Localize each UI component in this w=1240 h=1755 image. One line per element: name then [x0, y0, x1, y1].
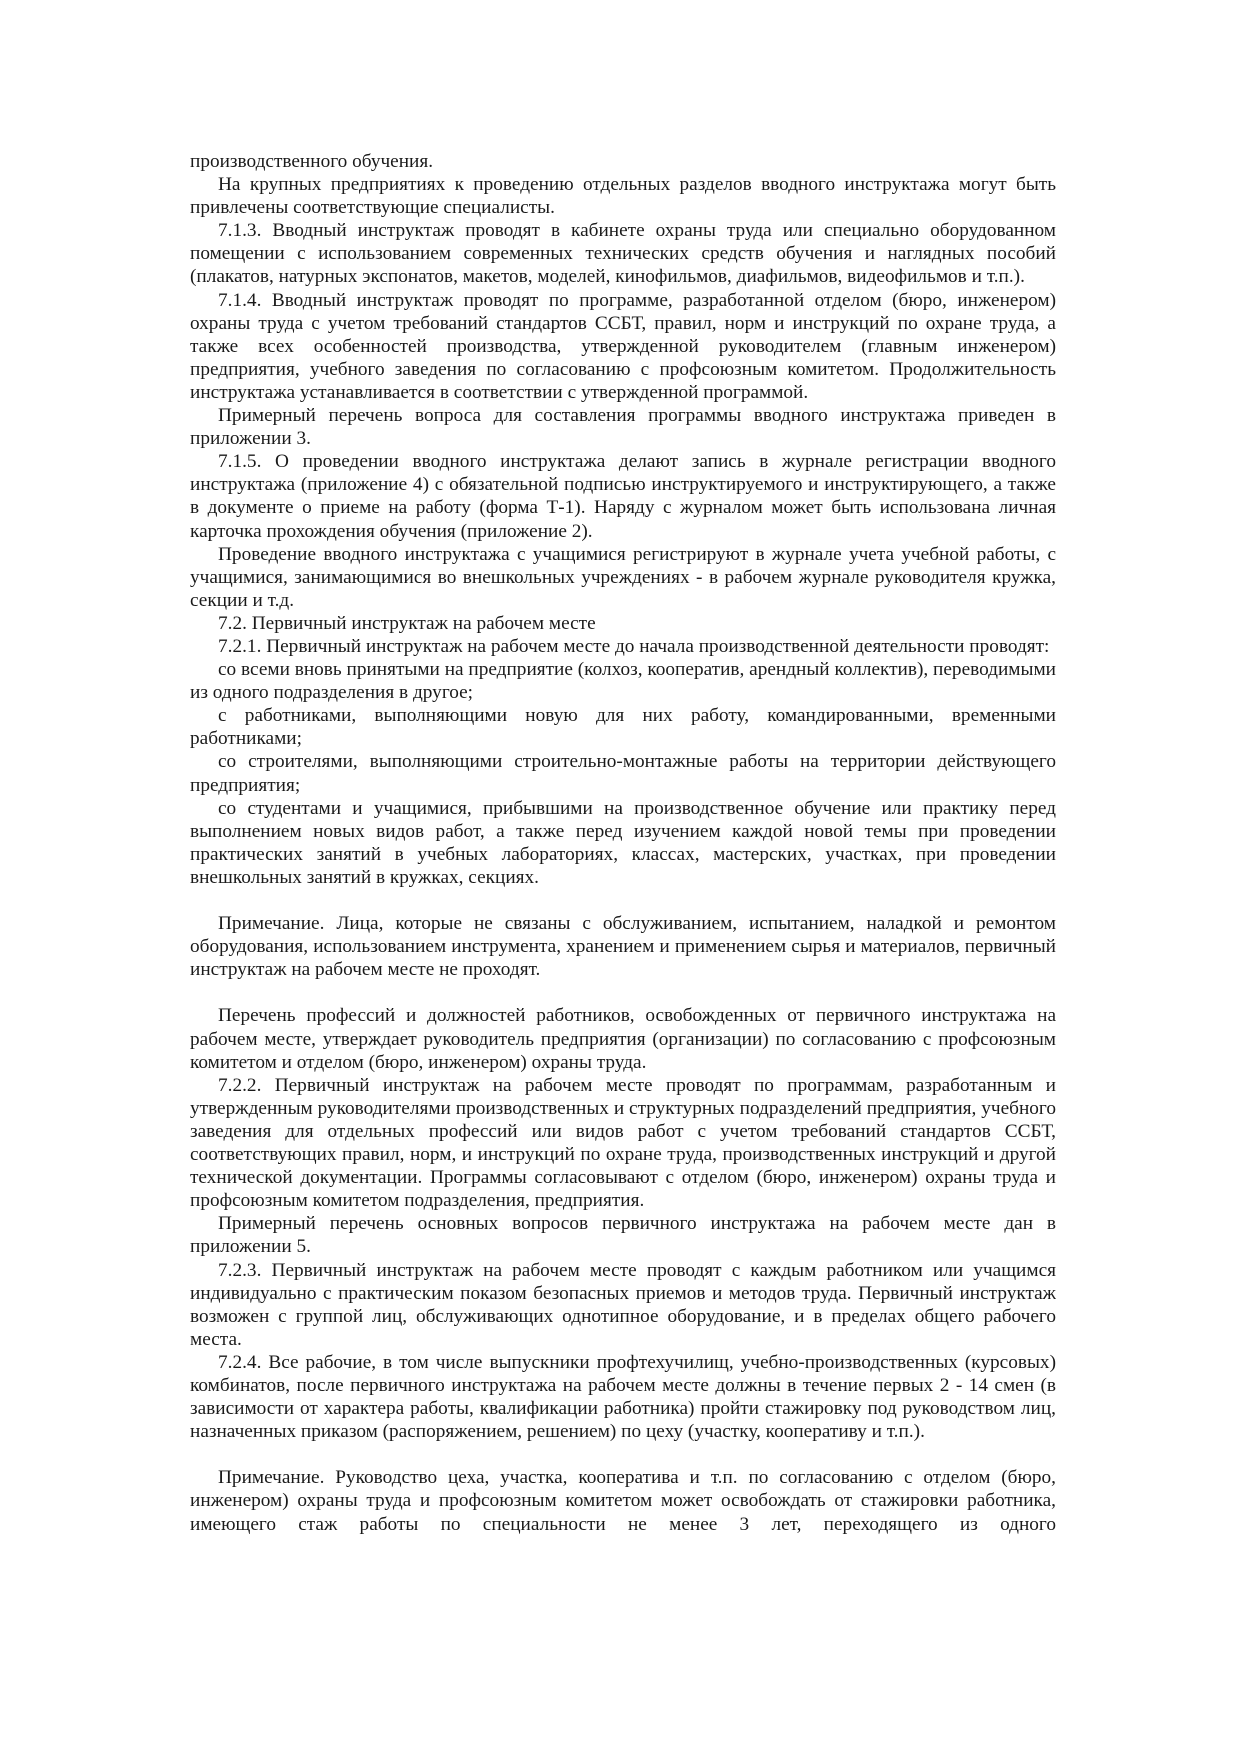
body-paragraph: Примерный перечень вопроса для составления программы вводного инструктажа приведен в приложении 3. [190, 405, 1056, 450]
body-paragraph: Примечание. Лица, которые не связаны с обслуживанием, испытанием, наладкой и ремонтом оборудования, использованием инструмента, хранением и применением сырья и материалов, первичный инструктаж на рабочем месте не проходят. [190, 913, 1056, 981]
document-page [190, 150, 1056, 1536]
body-paragraph: 7.2.2. Первичный инструктаж на рабочем месте проводят по программам, разработанным и утвержденным руководителями производственных и структурных подразделений предприятия, учебного заведения для отдельных профессий или видов работ с учетом требований стандартов ССБТ, соответствующих правил, норм, и инструкций по охране труда, производственных инструкций и другой технической документации. Программы согласовывают с отделом (бюро, инженером) охраны труда и профсоюзным комитетом подразделения, предприятия. [190, 1074, 1056, 1212]
body-paragraph: 7.2. Первичный инструктаж на рабочем месте [218, 612, 596, 634]
body-paragraph: 7.1.5. О проведении вводного инструктажа делают запись в журнале регистрации вводного инструктажа (приложение 4) с обязательной подписью инструктируемого и инструктирующего, а также в документе о приеме на работу (форма Т-1). Наряду с журналом может быть использована личная карточка прохождения обучения (приложение 2). [190, 451, 1056, 542]
body-paragraph: Перечень профессий и должностей работников, освобожденных от первичного инструктажа на рабочем месте, утверждает руководитель предприятия (организации) по согласованию с профсоюзным комитетом и отделом (бюро, инженером) охраны труда. [190, 1005, 1056, 1073]
paragraph-spacer [190, 981, 1056, 1004]
body-paragraph: производственного обучения. [190, 151, 434, 172]
body-paragraph: 7.1.4. Вводный инструктаж проводят по программе, разработанной отделом (бюро, инженером) охраны труда с учетом требований стандартов ССБТ, правил, норм и инструкций по охране труда, а также всех особенностей производства, утвержденной руководителем (главным инженером) предприятия, учебного заведения по согласованию с профсоюзным комитетом. Продолжительность инструктажа устанавливается в соответствии с утвержденной программой. [190, 289, 1056, 403]
body-paragraph: с работниками, выполняющими новую для них работу, командированными, временными работниками; [190, 705, 1056, 750]
body-paragraph: со строителями, выполняющими строительно-монтажные работы на территории действующего предприятия; [190, 751, 1056, 796]
body-paragraph: со студентами и учащимися, прибывшими на производственное обучение или практику перед выполнением новых видов работ, а также перед изучением каждой новой темы при проведении практических занятий в учебных лабораториях, классах, мастерских, участках, при проведении внешкольных занятий в кружках, секциях. [190, 797, 1056, 888]
body-paragraph: Примечание. Руководство цеха, участка, кооператива и т.п. по согласованию с отделом (бюро, инженером) охраны труда и профсоюзным комитетом может освобождать от стажировки работника, имеющего стаж работы по специальности не менее 3 лет, переходящего из одного [190, 1467, 1056, 1535]
body-paragraph: со всеми вновь принятыми на предприятие (колхоз, кооператив, арендный коллектив), переводимыми из одного подразделения в другое; [190, 659, 1056, 704]
paragraph-spacer [190, 1443, 1056, 1466]
body-paragraph: 7.2.1. Первичный инструктаж на рабочем месте до начала производственной деятельности проводят: [218, 635, 1050, 657]
body-paragraph: 7.2.4. Все рабочие, в том числе выпускники профтехучилищ, учебно-производственных (курсовых) комбинатов, после первичного инструктажа на рабочем месте должны в течение первых 2 - 14 смен (в зависимости от характера работы, квалификации работника) пройти стажировку под руководством лиц, назначенных приказом (распоряжением, решением) по цеху (участку, кооперативу и т.п.). [190, 1351, 1056, 1443]
body-paragraph: 7.2.3. Первичный инструктаж на рабочем месте проводят с каждым работником или учащимся индивидуально с практическим показом безопасных приемов и методов труда. Первичный инструктаж возможен с группой лиц, обслуживающих однотипное оборудование, и в пределах общего рабочего места. [190, 1259, 1056, 1350]
body-paragraph: Примерный перечень основных вопросов первичного инструктажа на рабочем месте дан в приложении 5. [190, 1213, 1056, 1258]
body-paragraph: Проведение вводного инструктажа с учащимися регистрируют в журнале учета учебной работы, с учащимися, занимающимися во внешкольных учреждениях - в рабочем журнале руководителя кружка, секции и т.д. [190, 543, 1056, 611]
body-paragraph: На крупных предприятиях к проведению отдельных разделов вводного инструктажа могут быть привлечены соответствующие специалисты. [190, 174, 1056, 219]
paragraph-spacer [190, 889, 1056, 912]
body-paragraph: 7.1.3. Вводный инструктаж проводят в кабинете охраны труда или специально оборудованном помещении с использованием современных технических средств обучения и наглядных пособий (плакатов, натурных экспонатов, макетов, моделей, кинофильмов, диафильмов, видеофильмов и т.п.). [190, 220, 1056, 288]
